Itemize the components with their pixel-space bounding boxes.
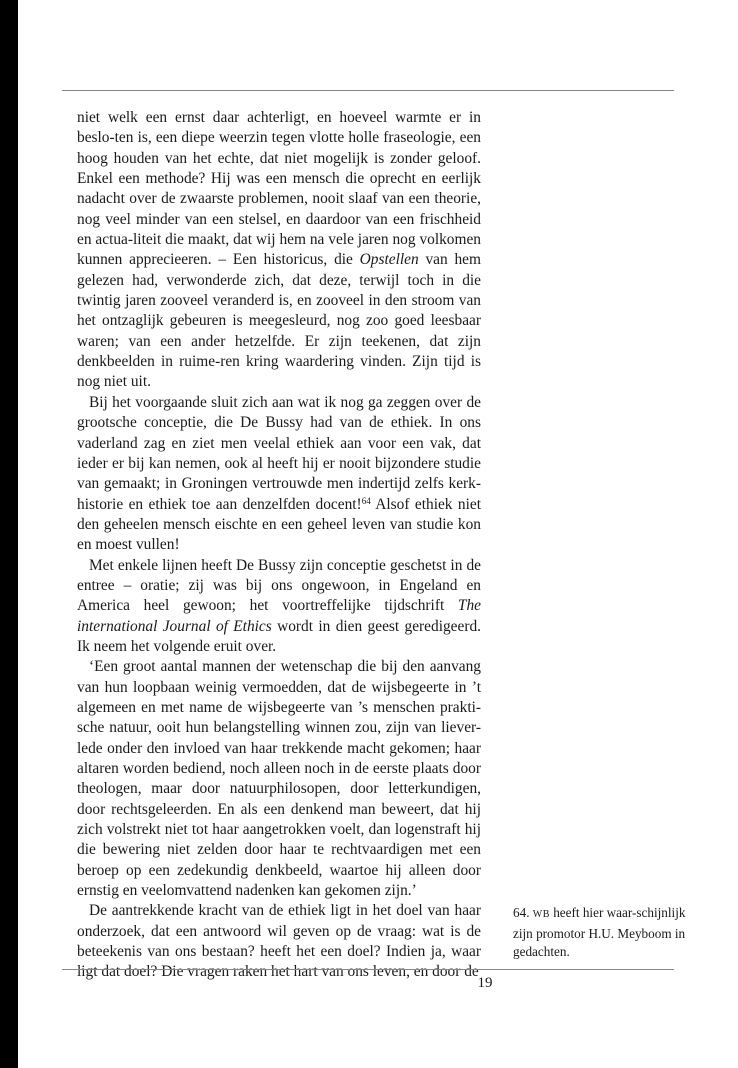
text-run: niet welk een ernst daar achterligt, en hoeveel warmte er in beslo-ten is, een diepe weerzin tegen vlotte holle fraseologie, een hoog houden van het echte, dat niet mogelijk is zonder geloof. Enkel een methode? Hij was een mensch die oprecht en eerlijk nadacht over de zwaarste problemen, nooit slaaf van een theorie, nog veel minder van een stelsel, en daardoor van een frischheid en actua-liteit die maakt, dat wij hem na vele jaren nog volkomen kunnen apprecieeren. – Een historicus, die (77, 109, 481, 269)
footnote-64 (513, 904, 693, 962)
header-rule (62, 90, 674, 91)
footnote-abbr: WB (532, 909, 550, 920)
text-run: ‘Een groot aantal mannen der wetenschap die bij den aanvang van hun loopbaan weinig vermoedden, dat de wijsbegeerte in ’t algemeen en met name de wijsbegeerte van ’s menschen prakti-sche natuur, ooit hun belangstelling winnen zou, zijn van liever-lede onder den invloed van haar trekkende macht gekomen; haar altaren worden bediend, noch alleen noch in de eerste plaats door theologen, maar door natuurphilosopen, door letterkundigen, door rechtsgeleerden. En als een denkend man beweert, dat hij zich volstrekt niet tot haar aangetrokken voelt, dan logenstraft hij die bewering niet zelden door haar te rechtvaardigen met een beroep op een zedekundig denkbeeld, waartoe hij alleen door ernstig en veelomvattend nadenken kan gekomen zijn.’ (77, 658, 481, 900)
page-number: 19 (477, 975, 493, 991)
footnote-number: 64. (513, 905, 530, 920)
italic-title: The international Journal of Ethics (77, 597, 481, 635)
footnote-text: heeft hier waar-schijnlijk zijn promotor H.U. Meyboom in gedachten. (513, 905, 686, 959)
paragraph (77, 657, 481, 901)
paragraph (77, 556, 481, 658)
main-text-column (77, 108, 481, 983)
text-run: Bij het voorgaande sluit zich aan wat ik nog ga zeggen over de grootsche conceptie, die De Bussy had van de ethiek. In ons vaderland zag en ziet men veelal ethiek aan voor een vak, dat ieder er bij kan nemen, ook al heeft hij er nooit bijzondere studie van gemaakt; in Groningen vertrouwde men indertijd zelfs kerk-historie en ethiek toe aan denzelfden docent! (77, 393, 481, 513)
text-run: wordt in dien geest geredigeerd. Ik neem het volgende eruit over. (77, 617, 482, 655)
paragraph (77, 393, 481, 556)
paragraph (77, 108, 481, 393)
paragraph (77, 901, 481, 982)
footer-rule (62, 969, 674, 970)
book-spine-edge (0, 0, 18, 1068)
text-run: De aantrekkende kracht van de ethiek ligt in het doel van haar onderzoek, dat een antwoord wil geven op de vraag: wat is de beteekenis van ons bestaan? heeft het een doel? Indien ja, waar ligt dat doel? Die vragen raken het hart van ons leven, en door de (77, 902, 481, 981)
footnote-ref: 64 (361, 495, 371, 506)
text-run: van hem gelezen had, verwonderde zich, dat deze, terwijl toch in die twintig jaren zooveel veranderd is, en zooveel in den stroom van het ontzaglijk gebeuren is meegesleurd, nog zoo goed leesbaar waren; van een ander hetzelfde. Er zijn teekenen, dat zijn denkbeelden in ruime-ren kring waardering vinden. Zijn tijd is nog niet uit. (77, 251, 481, 391)
italic-title: Opstellen (359, 251, 419, 269)
text-run: Alsof ethiek niet den geheelen mensch eischte en een geheel leven van studie kon en moest vullen! (77, 495, 482, 554)
text-run: Met enkele lijnen heeft De Bussy zijn conceptie geschetst in de entree – oratie; zij was bij ons ongewoon, in Engeland en America heel gewoon; het voortreffelijke tijdschrift (77, 556, 481, 615)
